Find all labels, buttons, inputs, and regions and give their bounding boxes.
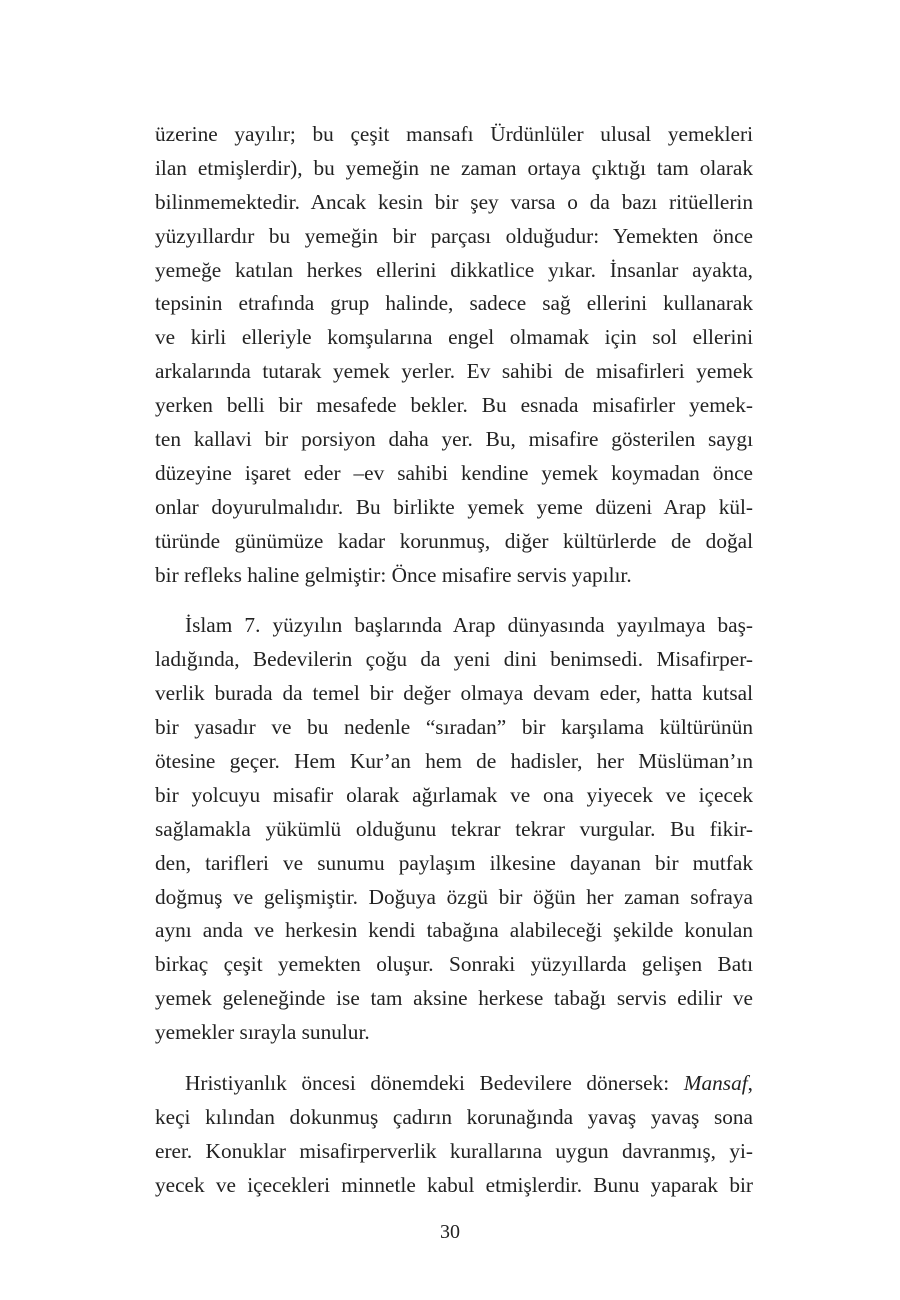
text-line: türünde günümüze kadar korunmuş, diğer kültürlerde de doğal xyxy=(155,528,753,553)
text-line: den, tarifleri ve sunumu paylaşım ilkesine dayanan bir mutfak xyxy=(155,850,753,875)
text-line: ötesine geçer. Hem Kur’an hem de hadisler, her Müslüman’ın xyxy=(155,749,753,774)
text-line: verlik burada da temel bir değer olmaya devam eder, hatta kutsal xyxy=(155,681,753,706)
text-line: İslam 7. yüzyılın başlarında Arap dünyasında yayılmaya baş- xyxy=(185,613,753,638)
paragraph-gap xyxy=(155,1050,753,1067)
page-number: 30 xyxy=(440,1221,460,1243)
text-line: arkalarında tutarak yemek yerler. Ev sahibi de misafirleri yemek xyxy=(155,359,753,384)
text-line: bir yasadır ve bu nedenle “sıradan” bir karşılama kültürünün xyxy=(155,715,753,740)
body-text xyxy=(155,118,753,1203)
text-line: üzerine yayılır; bu çeşit mansafı Ürdünlüler ulusal yemekleri xyxy=(155,122,753,146)
paragraph xyxy=(155,118,753,592)
text-line: ve kirli elleriyle komşularına engel olmamak için sol ellerini xyxy=(155,325,753,350)
text-segment: Hristiyanlık öncesi dönemdeki Bedevilere dönersek: xyxy=(185,1071,684,1096)
text-line: sağlamakla yükümlü olduğunu tekrar tekrar vurgular. Bu fikir- xyxy=(155,816,753,841)
text-line: yüzyıllardır bu yemeğin bir parçası olduğudur: Yemekten önce xyxy=(155,223,753,248)
text-line: birkaç çeşit yemekten oluşur. Sonraki yüzyıllarda gelişen Batı xyxy=(155,952,753,977)
text-segment: , xyxy=(747,1071,753,1096)
text-line xyxy=(155,1067,753,1101)
text-line: yemeğe katılan herkes ellerini dikkatlice yıkar. İnsanlar ayakta, xyxy=(155,257,753,282)
text-line: yemek geleneğinde ise tam aksine herkese tabağı servis edilir ve xyxy=(155,986,753,1011)
text-line: yerken belli bir mesafede bekler. Bu esnada misafirler yemek- xyxy=(155,393,753,418)
text-line: bilinmemektedir. Ancak kesin bir şey varsa o da bazı ritüellerin xyxy=(155,189,753,214)
paragraph-gap xyxy=(155,592,753,609)
text-line: bir yolcuyu misafir olarak ağırlamak ve ona yiyecek ve içecek xyxy=(155,782,753,807)
text-line: onlar doyurulmalıdır. Bu birlikte yemek yeme düzeni Arap kül- xyxy=(155,494,753,519)
text-line: doğmuş ve gelişmiştir. Doğuya özgü bir öğün her zaman sofraya xyxy=(155,884,753,909)
paragraph xyxy=(155,1067,753,1203)
italic-term: Mansaf xyxy=(683,1071,748,1096)
text-line: keçi kılından dokunmuş çadırın korunağında yavaş yavaş sona xyxy=(155,1104,753,1129)
text-line: bir refleks haline gelmiştir: Önce misafire servis yapılır. xyxy=(155,562,632,587)
text-line: tepsinin etrafında grup halinde, sadece sağ ellerini kullanarak xyxy=(155,291,753,316)
paragraph xyxy=(155,609,753,1050)
text-line: ladığında, Bedevilerin çoğu da yeni dini benimsedi. Misafirper- xyxy=(155,647,753,672)
text-line: aynı anda ve herkesin kendi tabağına alabileceği şekilde konulan xyxy=(155,918,753,943)
text-line: yecek ve içecekleri minnetle kabul etmişlerdir. Bunu yaparak bir xyxy=(155,1172,753,1197)
text-line: ilan etmişlerdir), bu yemeğin ne zaman ortaya çıktığı tam olarak xyxy=(155,155,753,180)
text-line: yemekler sırayla sunulur. xyxy=(155,1020,370,1045)
text-line: ten kallavi bir porsiyon daha yer. Bu, misafire gösterilen saygı xyxy=(155,427,753,452)
text-line: erer. Konuklar misafirperverlik kurallarına uygun davranmış, yi- xyxy=(155,1138,753,1163)
text-line: düzeyine işaret eder –ev sahibi kendine yemek koymadan önce xyxy=(155,460,753,485)
